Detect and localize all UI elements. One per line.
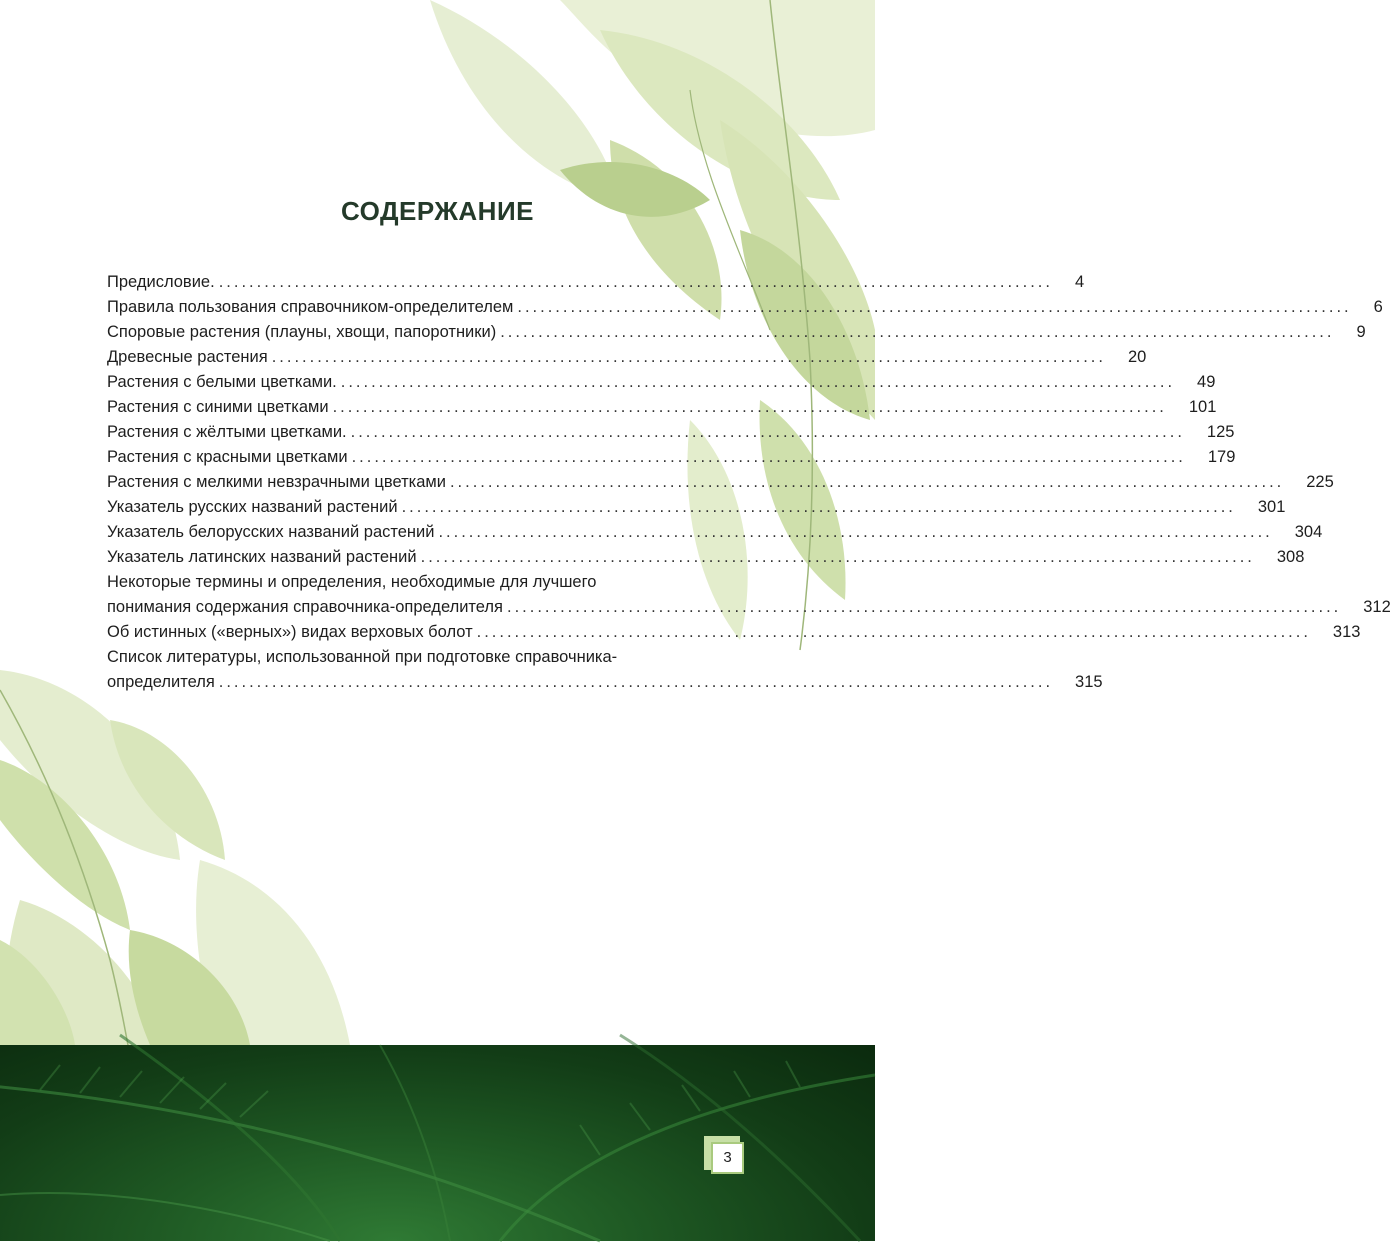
table-of-contents [107, 270, 1391, 695]
toc-entry[interactable] [107, 620, 1361, 645]
toc-entry-page: 4 [1074, 273, 1085, 291]
toc-entry[interactable] [107, 270, 1085, 295]
toc-entry-page: 225 [1306, 473, 1334, 491]
toc-entry[interactable] [107, 370, 1216, 395]
toc-entry-label: Древесные растения [107, 348, 268, 366]
toc-entry[interactable] [107, 545, 1305, 570]
page-number: 3 [711, 1142, 744, 1174]
toc-entry-label: Указатель русских названий растений [107, 498, 398, 516]
toc-entry-label: Предисловие. [107, 273, 215, 291]
toc-entry[interactable] [107, 295, 1383, 320]
toc-entry[interactable] [107, 595, 1391, 620]
toc-entry-page: 313 [1332, 623, 1361, 641]
toc-leader-dots: .............................................................................................................. [351, 448, 1186, 466]
toc-entry-page: 308 [1276, 548, 1305, 566]
toc-entry-wrap-line[interactable] [107, 570, 745, 595]
toc-leader-dots: .............................................................................................................. [218, 273, 1053, 291]
toc-leader-dots: .............................................................................................................. [332, 398, 1167, 416]
toc-entry-label: Растения с белыми цветками. [107, 373, 337, 391]
toc-entry[interactable] [107, 445, 1236, 470]
toc-entry-label: понимания содержания справочника-определителя [107, 598, 503, 616]
toc-entry-page: 20 [1127, 348, 1147, 366]
toc-entry-label-line1: Список литературы, использованной при подготовке справочника- [107, 648, 618, 666]
toc-entry-page: 304 [1294, 523, 1323, 541]
toc-entry-label: Указатель белорусских названий растений [107, 523, 435, 541]
toc-entry[interactable] [107, 395, 1217, 420]
page-title: СОДЕРЖАНИЕ [341, 196, 534, 226]
toc-entry-page: 101 [1188, 398, 1217, 416]
toc-entry-label: Правила пользования справочником-определителем [107, 298, 514, 316]
toc-entry-page: 315 [1075, 673, 1103, 691]
toc-entry-page: 49 [1197, 373, 1216, 391]
toc-entry-page: 312 [1363, 598, 1391, 616]
toc-entry-page: 179 [1207, 448, 1236, 466]
toc-leader-dots: .............................................................................................................. [500, 323, 1335, 341]
toc-leader-dots: .............................................................................................................. [340, 373, 1176, 391]
toc-leader-dots: .............................................................................................................. [350, 423, 1185, 441]
toc-entry[interactable] [107, 345, 1147, 370]
toc-entry-page: 125 [1206, 423, 1235, 441]
toc-leader-dots: .............................................................................................................. [420, 548, 1255, 566]
toc-entry[interactable] [107, 670, 1103, 695]
toc-entry-label: Указатель латинских названий растений [107, 548, 417, 566]
toc-leader-dots: .............................................................................................................. [449, 473, 1285, 491]
toc-entry-page: 301 [1257, 498, 1286, 516]
toc-entry[interactable] [107, 495, 1286, 520]
toc-entry-label: Об истинных («верных») видах верховых болот [107, 623, 473, 641]
toc-entry-page: 6 [1373, 298, 1383, 316]
toc-entry[interactable] [107, 470, 1334, 495]
toc-entry[interactable] [107, 420, 1235, 445]
toc-entry-label-line1: Некоторые термины и определения, необходимые для лучшего [107, 573, 597, 591]
toc-entry-label: Споровые растения (плауны, хвощи, папоротники) [107, 323, 497, 341]
toc-entry[interactable] [107, 320, 1366, 345]
toc-entry-label: Растения с синими цветками [107, 398, 329, 416]
toc-entry[interactable] [107, 520, 1323, 545]
toc-leader-dots: .............................................................................................................. [517, 298, 1352, 316]
toc-entry-page: 9 [1356, 323, 1366, 341]
toc-leader-dots: .............................................................................................................. [401, 498, 1236, 516]
toc-entry-wrap-line[interactable] [107, 645, 745, 670]
toc-leader-dots: .............................................................................................................. [438, 523, 1273, 541]
toc-entry-label: Растения с красными цветками [107, 448, 348, 466]
toc-leader-dots: .............................................................................................................. [506, 598, 1342, 616]
toc-entry-label: определителя [107, 673, 215, 691]
toc-leader-dots: .............................................................................................................. [476, 623, 1311, 641]
toc-leader-dots: .............................................................................................................. [218, 673, 1054, 691]
toc-entry-label: Растения с мелкими невзрачными цветками [107, 473, 446, 491]
toc-entry-label: Растения с жёлтыми цветками. [107, 423, 347, 441]
toc-leader-dots: .............................................................................................................. [271, 348, 1106, 366]
